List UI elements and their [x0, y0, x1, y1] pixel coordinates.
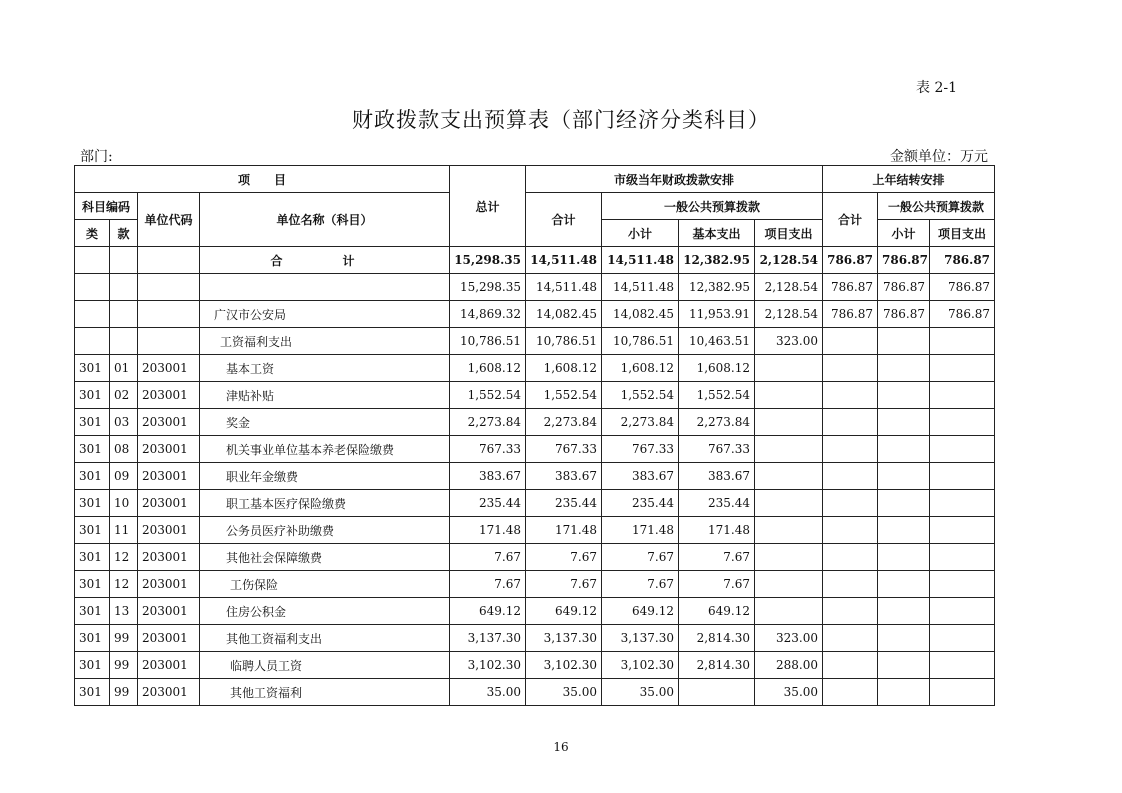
total-cell: 15,298.35	[450, 274, 526, 301]
basic-cell: 235.44	[679, 490, 755, 517]
table-row	[75, 652, 995, 679]
city-total-cell: 1,552.54	[526, 382, 602, 409]
city-total-cell: 383.67	[526, 463, 602, 490]
project-cell	[755, 544, 823, 571]
subtotal-cell: 3,102.30	[602, 652, 679, 679]
item-cell: 99	[110, 679, 138, 706]
amount-unit-label: 金额单位：万元	[890, 149, 988, 165]
project-cell: 35.00	[755, 679, 823, 706]
unit-name-cell: 职工基本医疗保险缴费	[200, 490, 450, 517]
table-row	[75, 544, 995, 571]
class-cell: 301	[75, 409, 110, 436]
subtotal-cell: 2,273.84	[602, 409, 679, 436]
class-cell: 301	[75, 382, 110, 409]
item-cell: 99	[110, 652, 138, 679]
item-cell: 12	[110, 571, 138, 598]
unit-name-cell: 基本工资	[200, 355, 450, 382]
header-city-total: 合计	[526, 193, 602, 247]
unit-code-cell: 203001	[138, 679, 200, 706]
class-cell: 301	[75, 652, 110, 679]
page-title: 财政拨款支出预算表（部门经济分类科目）	[352, 108, 770, 132]
table-row	[75, 598, 995, 625]
project-cell	[755, 463, 823, 490]
header-city-group: 市级当年财政拨款安排	[526, 166, 823, 193]
carry-total-cell	[823, 328, 878, 355]
unit-name-cell: 工资福利支出	[200, 328, 450, 355]
unit-code-cell: 203001	[138, 355, 200, 382]
project-cell: 2,128.54	[755, 301, 823, 328]
carry-subtotal-cell	[878, 571, 930, 598]
header-subject-code: 科目编码	[75, 193, 138, 220]
total-cell: 1,608.12	[450, 355, 526, 382]
project-cell	[755, 490, 823, 517]
total-cell: 767.33	[450, 436, 526, 463]
class-cell: 301	[75, 517, 110, 544]
city-total-cell: 649.12	[526, 598, 602, 625]
subtotal-cell: 235.44	[602, 490, 679, 517]
subtotal-cell: 383.67	[602, 463, 679, 490]
unit-code-cell: 203001	[138, 598, 200, 625]
item-cell: 99	[110, 625, 138, 652]
item-cell	[110, 274, 138, 301]
carry-project-cell	[930, 571, 995, 598]
table-row	[75, 301, 995, 328]
carry-project-cell	[930, 463, 995, 490]
class-cell: 301	[75, 625, 110, 652]
project-cell	[755, 517, 823, 544]
unit-code-cell: 203001	[138, 571, 200, 598]
unit-name-cell: 临聘人员工资	[200, 652, 450, 679]
total-cell: 235.44	[450, 490, 526, 517]
header-project-exp: 项目支出	[755, 220, 823, 247]
subtotal-cell: 10,786.51	[602, 328, 679, 355]
total-cell: 14,869.32	[450, 301, 526, 328]
unit-code-cell	[138, 301, 200, 328]
table-row	[75, 571, 995, 598]
header-unit-code: 单位代码	[138, 193, 200, 247]
header-carry-subtotal: 小计	[878, 220, 930, 247]
basic-cell: 12,382.95	[679, 274, 755, 301]
project-cell	[755, 598, 823, 625]
unit-name-cell: 津贴补贴	[200, 382, 450, 409]
carry-subtotal-cell	[878, 544, 930, 571]
carry-subtotal-cell	[878, 355, 930, 382]
carry-total-cell: 786.87	[823, 301, 878, 328]
project-cell: 288.00	[755, 652, 823, 679]
unit-name-cell: 机关事业单位基本养老保险缴费	[200, 436, 450, 463]
project-cell	[755, 409, 823, 436]
carry-total-cell	[823, 625, 878, 652]
carry-project-cell	[930, 679, 995, 706]
table-number: 表 2-1	[916, 80, 957, 96]
carry-project-cell: 786.87	[930, 247, 995, 274]
carry-total-cell	[823, 409, 878, 436]
basic-cell: 7.67	[679, 571, 755, 598]
table-row	[75, 436, 995, 463]
subtotal-cell: 14,082.45	[602, 301, 679, 328]
carry-subtotal-cell	[878, 436, 930, 463]
unit-code-cell	[138, 274, 200, 301]
unit-name-cell: 职业年金缴费	[200, 463, 450, 490]
carry-subtotal-cell	[878, 328, 930, 355]
carry-project-cell	[930, 625, 995, 652]
total-cell: 10,786.51	[450, 328, 526, 355]
city-total-cell: 35.00	[526, 679, 602, 706]
table-row	[75, 328, 995, 355]
table-row	[75, 625, 995, 652]
carry-subtotal-cell	[878, 679, 930, 706]
total-cell: 7.67	[450, 571, 526, 598]
subtotal-cell: 35.00	[602, 679, 679, 706]
header-subtotal: 小计	[602, 220, 679, 247]
carry-project-cell	[930, 355, 995, 382]
carry-total-cell	[823, 652, 878, 679]
carry-project-cell	[930, 436, 995, 463]
class-cell	[75, 274, 110, 301]
unit-code-cell	[138, 247, 200, 274]
subtotal-cell: 767.33	[602, 436, 679, 463]
unit-code-cell: 203001	[138, 490, 200, 517]
city-total-cell: 14,082.45	[526, 301, 602, 328]
subtotal-cell: 649.12	[602, 598, 679, 625]
total-cell: 649.12	[450, 598, 526, 625]
table-row	[75, 490, 995, 517]
total-cell: 171.48	[450, 517, 526, 544]
carry-total-cell	[823, 544, 878, 571]
total-cell: 3,102.30	[450, 652, 526, 679]
table-row	[75, 463, 995, 490]
table-row	[75, 355, 995, 382]
subtotal-cell: 1,608.12	[602, 355, 679, 382]
class-cell: 301	[75, 355, 110, 382]
city-total-cell: 7.67	[526, 571, 602, 598]
carry-project-cell	[930, 598, 995, 625]
project-cell: 323.00	[755, 625, 823, 652]
carry-project-cell	[930, 544, 995, 571]
class-cell: 301	[75, 463, 110, 490]
unit-name-cell: 其他工资福利	[200, 679, 450, 706]
header-item: 款	[110, 220, 138, 247]
item-cell: 03	[110, 409, 138, 436]
carry-total-cell: 786.87	[823, 274, 878, 301]
carry-project-cell	[930, 382, 995, 409]
table-row	[75, 517, 995, 544]
unit-name-cell: 广汉市公安局	[200, 301, 450, 328]
carry-total-cell: 786.87	[823, 247, 878, 274]
item-cell: 01	[110, 355, 138, 382]
header-carry-project: 项目支出	[930, 220, 995, 247]
project-cell	[755, 355, 823, 382]
city-total-cell: 3,137.30	[526, 625, 602, 652]
subtotal-cell: 1,552.54	[602, 382, 679, 409]
item-cell: 11	[110, 517, 138, 544]
total-cell: 1,552.54	[450, 382, 526, 409]
subtotal-cell: 7.67	[602, 544, 679, 571]
basic-cell: 649.12	[679, 598, 755, 625]
carry-project-cell	[930, 490, 995, 517]
carry-subtotal-cell: 786.87	[878, 301, 930, 328]
basic-cell: 12,382.95	[679, 247, 755, 274]
unit-name-cell: 合 计	[200, 247, 450, 274]
item-cell	[110, 301, 138, 328]
class-cell	[75, 328, 110, 355]
unit-name-cell: 其他社会保障缴费	[200, 544, 450, 571]
carry-subtotal-cell: 786.87	[878, 247, 930, 274]
total-cell: 15,298.35	[450, 247, 526, 274]
class-cell: 301	[75, 436, 110, 463]
header-class: 类	[75, 220, 110, 247]
city-total-cell: 14,511.48	[526, 274, 602, 301]
subtotal-cell: 7.67	[602, 571, 679, 598]
budget-table	[74, 165, 995, 706]
basic-cell: 171.48	[679, 517, 755, 544]
carry-subtotal-cell	[878, 409, 930, 436]
carry-project-cell	[930, 409, 995, 436]
header-unit-name: 单位名称（科目）	[200, 193, 450, 247]
carry-subtotal-cell	[878, 652, 930, 679]
city-total-cell: 235.44	[526, 490, 602, 517]
carry-project-cell: 786.87	[930, 301, 995, 328]
item-cell: 08	[110, 436, 138, 463]
city-total-cell: 1,608.12	[526, 355, 602, 382]
carry-subtotal-cell	[878, 625, 930, 652]
project-cell	[755, 382, 823, 409]
subtotal-cell: 14,511.48	[602, 247, 679, 274]
carry-total-cell	[823, 571, 878, 598]
basic-cell: 2,273.84	[679, 409, 755, 436]
item-cell: 10	[110, 490, 138, 517]
class-cell: 301	[75, 679, 110, 706]
carry-subtotal-cell	[878, 463, 930, 490]
basic-cell: 11,953.91	[679, 301, 755, 328]
unit-code-cell: 203001	[138, 463, 200, 490]
unit-code-cell: 203001	[138, 382, 200, 409]
header-general-public: 一般公共预算拨款	[602, 193, 823, 220]
table-row	[75, 274, 995, 301]
carry-subtotal-cell: 786.87	[878, 274, 930, 301]
unit-name-cell: 公务员医疗补助缴费	[200, 517, 450, 544]
total-cell: 7.67	[450, 544, 526, 571]
total-cell: 2,273.84	[450, 409, 526, 436]
item-cell	[110, 328, 138, 355]
page-number: 16	[553, 740, 569, 754]
unit-name-cell: 住房公积金	[200, 598, 450, 625]
subtotal-cell: 14,511.48	[602, 274, 679, 301]
class-cell	[75, 301, 110, 328]
header-project: 项 目	[75, 166, 450, 193]
header-total: 总计	[450, 166, 526, 247]
department-label: 部门:	[80, 149, 113, 165]
project-cell: 323.00	[755, 328, 823, 355]
subtotal-cell: 171.48	[602, 517, 679, 544]
project-cell: 2,128.54	[755, 247, 823, 274]
item-cell: 12	[110, 544, 138, 571]
carry-total-cell	[823, 679, 878, 706]
total-cell: 3,137.30	[450, 625, 526, 652]
project-cell	[755, 571, 823, 598]
basic-cell: 383.67	[679, 463, 755, 490]
table-row	[75, 382, 995, 409]
basic-cell: 1,608.12	[679, 355, 755, 382]
subtotal-cell: 3,137.30	[602, 625, 679, 652]
table-row	[75, 409, 995, 436]
class-cell: 301	[75, 544, 110, 571]
unit-name-cell: 工伤保险	[200, 571, 450, 598]
unit-code-cell: 203001	[138, 517, 200, 544]
carry-subtotal-cell	[878, 490, 930, 517]
unit-name-cell	[200, 274, 450, 301]
carry-total-cell	[823, 382, 878, 409]
carry-total-cell	[823, 517, 878, 544]
carry-project-cell	[930, 328, 995, 355]
city-total-cell: 767.33	[526, 436, 602, 463]
header-carry-general: 一般公共预算拨款	[878, 193, 995, 220]
project-cell	[755, 436, 823, 463]
unit-name-cell: 其他工资福利支出	[200, 625, 450, 652]
basic-cell: 2,814.30	[679, 652, 755, 679]
basic-cell: 2,814.30	[679, 625, 755, 652]
project-cell: 2,128.54	[755, 274, 823, 301]
basic-cell: 10,463.51	[679, 328, 755, 355]
total-row	[75, 247, 995, 274]
class-cell: 301	[75, 571, 110, 598]
basic-cell: 1,552.54	[679, 382, 755, 409]
carry-project-cell: 786.87	[930, 274, 995, 301]
header-carry-total: 合计	[823, 193, 878, 247]
city-total-cell: 2,273.84	[526, 409, 602, 436]
carry-subtotal-cell	[878, 382, 930, 409]
carry-total-cell	[823, 598, 878, 625]
basic-cell: 767.33	[679, 436, 755, 463]
header-row-2	[75, 193, 995, 220]
unit-name-cell: 奖金	[200, 409, 450, 436]
table-row	[75, 679, 995, 706]
total-cell: 383.67	[450, 463, 526, 490]
unit-code-cell: 203001	[138, 652, 200, 679]
item-cell: 02	[110, 382, 138, 409]
unit-code-cell	[138, 328, 200, 355]
item-cell: 13	[110, 598, 138, 625]
carry-subtotal-cell	[878, 598, 930, 625]
carry-project-cell	[930, 652, 995, 679]
unit-code-cell: 203001	[138, 436, 200, 463]
unit-code-cell: 203001	[138, 544, 200, 571]
total-cell: 35.00	[450, 679, 526, 706]
header-row-1	[75, 166, 995, 193]
header-basic: 基本支出	[679, 220, 755, 247]
carry-project-cell	[930, 517, 995, 544]
carry-total-cell	[823, 490, 878, 517]
basic-cell: 7.67	[679, 544, 755, 571]
city-total-cell: 14,511.48	[526, 247, 602, 274]
unit-code-cell: 203001	[138, 625, 200, 652]
item-cell	[110, 247, 138, 274]
item-cell: 09	[110, 463, 138, 490]
class-cell	[75, 247, 110, 274]
class-cell: 301	[75, 598, 110, 625]
basic-cell	[679, 679, 755, 706]
city-total-cell: 10,786.51	[526, 328, 602, 355]
class-cell: 301	[75, 490, 110, 517]
city-total-cell: 171.48	[526, 517, 602, 544]
carry-total-cell	[823, 355, 878, 382]
carry-subtotal-cell	[878, 517, 930, 544]
city-total-cell: 7.67	[526, 544, 602, 571]
unit-code-cell: 203001	[138, 409, 200, 436]
carry-total-cell	[823, 436, 878, 463]
header-carry-group: 上年结转安排	[823, 166, 995, 193]
carry-total-cell	[823, 463, 878, 490]
city-total-cell: 3,102.30	[526, 652, 602, 679]
